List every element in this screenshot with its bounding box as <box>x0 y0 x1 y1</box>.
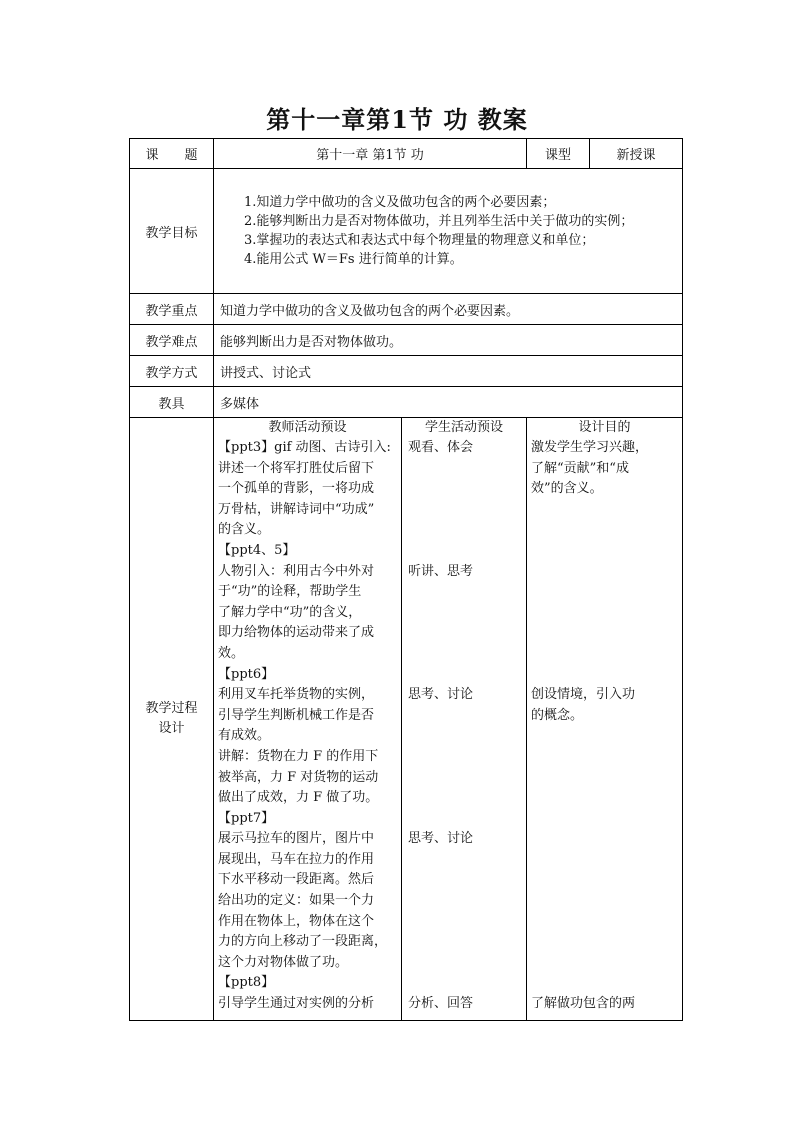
method-row <box>130 356 683 387</box>
key-point-row <box>130 294 683 325</box>
student-activity-line: 思考、讨论 <box>408 831 474 847</box>
student-activity-line <box>402 932 526 953</box>
teacher-activity-line: 被举高，力 F 对货物的运动 <box>218 769 379 785</box>
topic-label: 课 题 <box>130 139 214 169</box>
design-purpose-line <box>527 809 682 830</box>
student-activity-column <box>402 418 527 1021</box>
student-activity-line <box>402 768 526 789</box>
teacher-activity-line: 即力给物体的运动带来了成 <box>218 625 375 641</box>
design-purpose-line <box>527 768 682 789</box>
student-activity-line <box>402 479 526 500</box>
student-activity-line <box>402 870 526 891</box>
goal-item: 3.掌握功的表达式和表达式中每个物理量的物理意义和单位； <box>244 233 595 248</box>
student-activity-line <box>402 500 526 521</box>
design-purpose-line <box>527 953 682 974</box>
student-activity-line <box>402 726 526 747</box>
teacher-activity-line: 作用在物体上，物体在这个 <box>218 913 375 929</box>
teacher-activity-column <box>214 418 402 1021</box>
student-activity-line: 分析、回答 <box>408 996 474 1012</box>
tools-label: 教具 <box>130 387 214 418</box>
student-activity-line <box>402 520 526 541</box>
student-activity-line <box>402 541 526 562</box>
process-label-line: 设计 <box>158 721 185 736</box>
design-purpose-line <box>527 623 682 644</box>
design-purpose-line <box>527 891 682 912</box>
teacher-activity-line: 有成效。 <box>218 728 271 744</box>
design-purpose-line <box>527 829 682 850</box>
teacher-activity-header: 教师活动预设 <box>268 420 347 435</box>
teacher-activity-line: 展现出，马车在拉力的作用 <box>218 851 375 867</box>
lesson-type-label: 课型 <box>527 139 590 169</box>
goal-item: 1.知道力学中做功的含义及做功包含的两个必要因素； <box>244 195 556 210</box>
student-activity-line <box>402 582 526 603</box>
student-activity-header: 学生活动预设 <box>425 420 504 435</box>
goals-label: 教学目标 <box>130 169 214 294</box>
student-activity-line <box>402 706 526 727</box>
design-purpose-line <box>527 788 682 809</box>
teacher-activity-line: 人物引入：利用古今中外对 <box>218 563 375 579</box>
design-purpose-line: 了解做功包含的两 <box>531 996 636 1012</box>
design-purpose-line <box>527 520 682 541</box>
goals-list <box>214 169 683 294</box>
student-activity-line <box>402 623 526 644</box>
teacher-activity-line: 【ppt3】gif 动图、古诗引入: <box>218 440 391 455</box>
design-purpose-line <box>527 665 682 686</box>
process-label-line: 教学过程 <box>145 701 198 716</box>
student-activity-line <box>402 747 526 768</box>
student-activity-line <box>402 809 526 830</box>
lesson-plan-table <box>129 138 683 1021</box>
design-purpose-text <box>527 438 682 1015</box>
teacher-activity-line: 下水平移动一段距离。然后 <box>218 872 375 888</box>
teacher-activity-line: 【ppt6】 <box>218 666 275 682</box>
teacher-activity-line: 讲解：货物在力 F 的作用下 <box>218 748 379 764</box>
document-title: 第十一章第1节 功 教案 <box>266 105 528 134</box>
design-purpose-line <box>527 644 682 665</box>
difficulty-value: 能够判断出力是否对物体做功。 <box>214 325 683 356</box>
design-purpose-header: 设计目的 <box>578 420 631 435</box>
design-purpose-line <box>527 500 682 521</box>
difficulty-label: 教学难点 <box>130 325 214 356</box>
topic-value: 第十一章 第1节 功 <box>214 139 527 169</box>
topic-row <box>130 139 683 169</box>
teacher-activity-line: 【ppt7】 <box>218 810 275 826</box>
teacher-activity-line: 一个孤单的背影，一将功成 <box>218 481 375 497</box>
student-activity-line <box>402 912 526 933</box>
design-purpose-line: 效”的含义。 <box>531 481 603 497</box>
teacher-activity-text <box>214 438 401 1015</box>
teacher-activity-line: 【ppt4、5】 <box>218 542 296 558</box>
teacher-activity-line: 引导学生通过对实例的分析 <box>218 996 375 1012</box>
design-purpose-line: 的概念。 <box>531 707 584 723</box>
design-purpose-line <box>527 973 682 994</box>
student-activity-line: 观看、体会 <box>408 440 474 455</box>
student-activity-line <box>402 459 526 480</box>
tools-value: 多媒体 <box>214 387 683 418</box>
design-purpose-column <box>527 418 683 1021</box>
teacher-activity-line: 效。 <box>218 645 245 661</box>
design-purpose-line: 了解“贡献”和“成 <box>531 460 629 476</box>
student-activity-text <box>402 438 526 1015</box>
design-purpose-line <box>527 870 682 891</box>
design-purpose-line <box>527 541 682 562</box>
teacher-activity-line: 做出了成效，力 F 做了功。 <box>218 790 379 806</box>
design-purpose-line <box>527 912 682 933</box>
teacher-activity-line: 的含义。 <box>218 522 271 538</box>
design-purpose-line: 激发学生学习兴趣， <box>531 440 649 455</box>
goals-row <box>130 169 683 294</box>
student-activity-line <box>402 973 526 994</box>
goal-item: 2.能够判断出力是否对物体做功，并且列举生活中关于做功的实例； <box>244 214 634 229</box>
teacher-activity-line: 力的方向上移动了一段距离， <box>218 934 388 950</box>
difficulty-row <box>130 325 683 356</box>
teacher-activity-line: 于“功”的诠释，帮助学生 <box>218 584 362 600</box>
teacher-activity-line: 利用叉车托举货物的实例， <box>218 687 375 703</box>
teacher-activity-line: 讲述一个将军打胜仗后留下 <box>218 460 375 476</box>
student-activity-line <box>402 665 526 686</box>
teacher-activity-line: 万骨枯，讲解诗词中“功成” <box>218 501 375 517</box>
method-value: 讲授式、讨论式 <box>214 356 683 387</box>
lesson-type-value: 新授课 <box>590 139 683 169</box>
student-activity-line <box>402 850 526 871</box>
tools-row <box>130 387 683 418</box>
design-purpose-line <box>527 603 682 624</box>
key-point-label: 教学重点 <box>130 294 214 325</box>
teacher-activity-line: 引导学生判断机械工作是否 <box>218 707 375 723</box>
key-point-value: 知道力学中做功的含义及做功包含的两个必要因素。 <box>214 294 683 325</box>
method-label: 教学方式 <box>130 356 214 387</box>
teacher-activity-line: 这个力对物体做了功。 <box>218 954 349 970</box>
student-activity-line <box>402 788 526 809</box>
teacher-activity-line: 了解力学中“功”的含义， <box>218 604 362 620</box>
student-activity-line <box>402 603 526 624</box>
student-activity-line <box>402 891 526 912</box>
design-purpose-line <box>527 726 682 747</box>
design-purpose-line <box>527 562 682 583</box>
student-activity-line: 思考、讨论 <box>408 687 474 703</box>
student-activity-line: 听讲、思考 <box>408 563 474 579</box>
design-purpose-line <box>527 582 682 603</box>
student-activity-line <box>402 644 526 665</box>
design-purpose-line <box>527 932 682 953</box>
goal-item: 4.能用公式 W＝Fs 进行简单的计算。 <box>244 252 463 267</box>
design-purpose-line: 创设情境，引入功 <box>531 687 636 703</box>
student-activity-line <box>402 953 526 974</box>
process-row <box>130 418 683 1021</box>
teacher-activity-line: 【ppt8】 <box>218 975 275 991</box>
teacher-activity-line: 给出功的定义：如果一个力 <box>218 893 375 909</box>
design-purpose-line <box>527 850 682 871</box>
process-label <box>130 418 214 1021</box>
teacher-activity-line: 展示马拉车的图片，图片中 <box>218 831 375 847</box>
design-purpose-line <box>527 747 682 768</box>
